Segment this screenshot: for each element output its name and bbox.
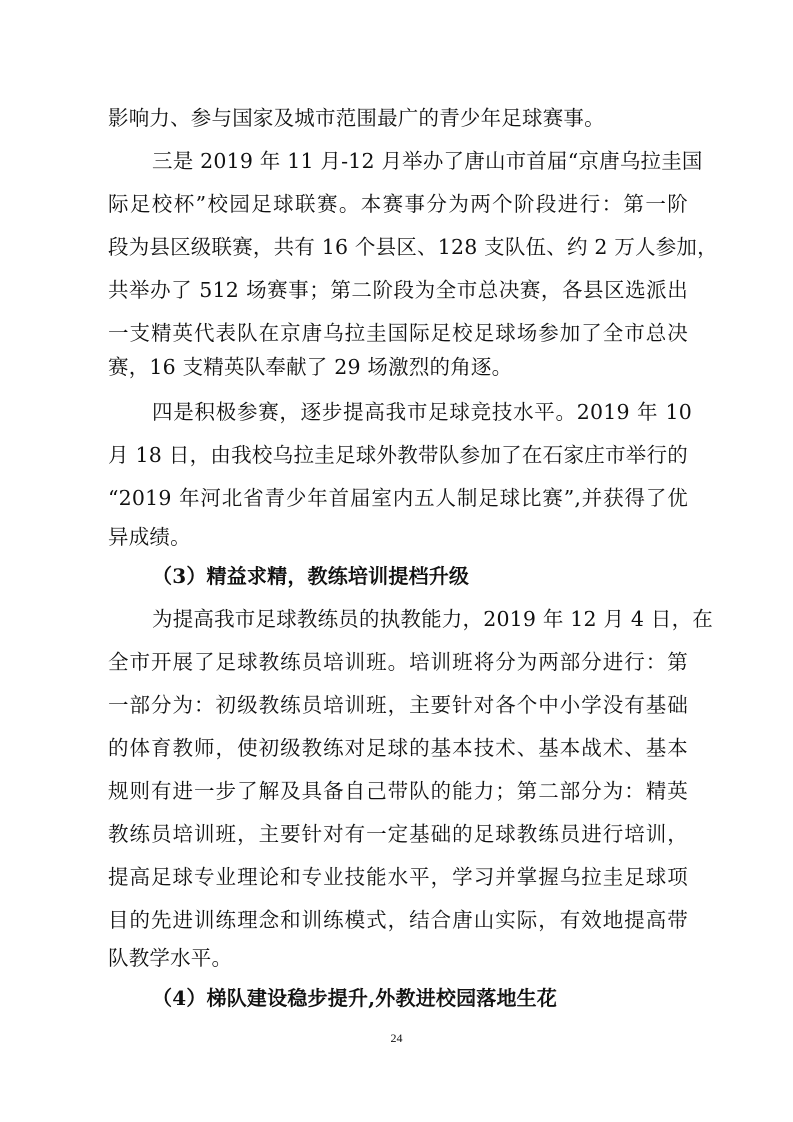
paragraph-line: 月 18 日，由我校乌拉圭足球外教带队参加了在石家庄市举行的 (108, 443, 688, 467)
paragraph-line: 际足校杯”校园足球联赛。本赛事分为两个阶段进行：第一阶 (108, 192, 688, 216)
paragraph-line: 队教学水平。 (108, 946, 233, 970)
paragraph-line: 段为县区级联赛，共有 16 个县区、128 支队伍、约 2 万人参加， (108, 235, 718, 259)
paragraph-line: 四是积极参赛，逐步提高我市足球竞技水平。2019 年 10 (152, 400, 692, 424)
paragraph-line: 一支精英代表队在京唐乌拉圭国际足校足球场参加了全市总决 (108, 321, 688, 345)
paragraph-line: 赛，16 支精英队奉献了 29 场激烈的角逐。 (108, 355, 513, 379)
paragraph-line: 一部分为：初级教练员培训班，主要针对各个中小学没有基础 (108, 693, 688, 717)
paragraph-line: 异成绩。 (108, 525, 191, 549)
paragraph-line: 为提高我市足球教练员的执教能力，2019 年 12 月 4 日，在 (152, 607, 713, 631)
paragraph-line: 三是 2019 年 11 月-12 月举办了唐山市首届“京唐乌拉圭国 (152, 149, 703, 173)
section-heading: （3）精益求精，教练培训提档升级 (152, 564, 470, 588)
paragraph-line: 提高足球专业理论和专业技能水平，学习并掌握乌拉圭足球项 (108, 865, 688, 889)
paragraph-line: 影响力、参与国家及城市范围最广的青少年足球赛事。 (108, 106, 605, 130)
paragraph-line: 规则有进一步了解及具备自己带队的能力；第二部分为：精英 (108, 779, 688, 803)
paragraph-line: 教练员培训班，主要针对有一定基础的足球教练员进行培训， (108, 822, 688, 846)
paragraph-line: 的体育教师，使初级教练对足球的基本技术、基本战术、基本 (108, 736, 688, 760)
page-number: 24 (390, 1031, 403, 1045)
paragraph-line: “2019 年河北省青少年首届室内五人制足球比赛”,并获得了优 (108, 486, 688, 510)
section-heading: （4）梯队建设稳步提升,外教进校园落地生花 (152, 986, 558, 1010)
paragraph-line: 共举办了 512 场赛事；第二阶段为全市总决赛，各县区选派出 (108, 278, 688, 302)
paragraph-line: 目的先进训练理念和训练模式，结合唐山实际，有效地提高带 (108, 908, 688, 932)
paragraph-line: 全市开展了足球教练员培训班。培训班将分为两部分进行：第 (108, 650, 688, 674)
